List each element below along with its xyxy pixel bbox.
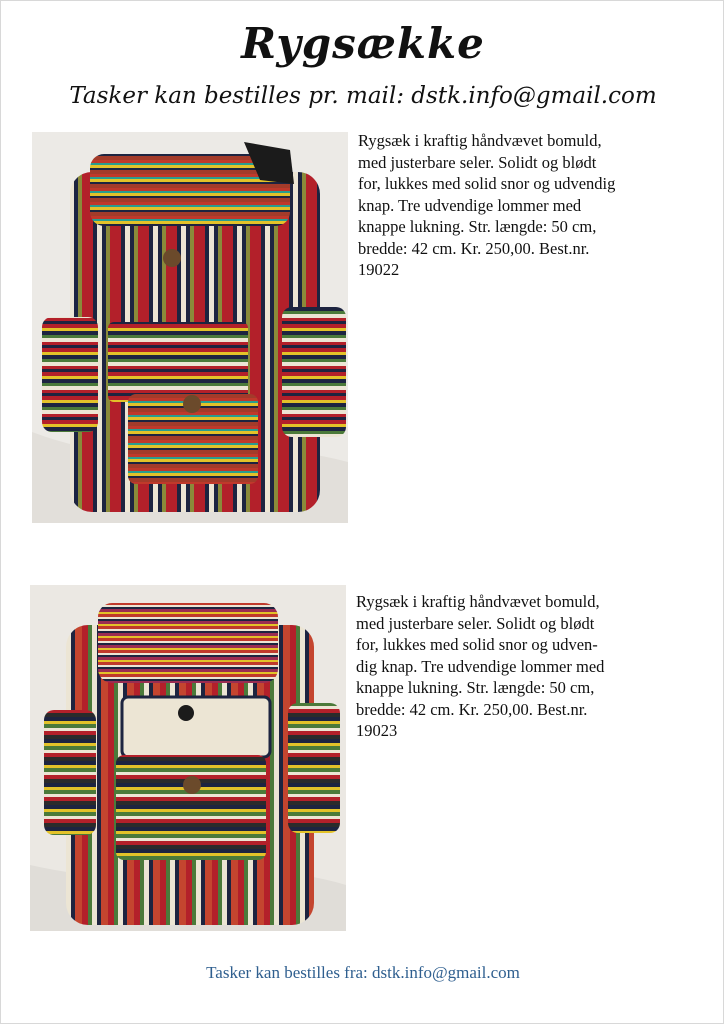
description-line: bredde: 42 cm. Kr. 250,00. Best.nr. [356, 699, 588, 719]
description-line: Rygsæk i kraftig håndvævet bomuld, [358, 131, 602, 150]
description-line: med justerbare seler. Solidt og blødt [358, 152, 597, 172]
description-line: knappe lukning. Str. længde: 50 cm, [356, 678, 595, 697]
product-photo-backpack-2 [30, 585, 346, 931]
description-line: for, lukkes med solid snor og udven- [356, 635, 598, 654]
description-line: 19022 [358, 260, 400, 279]
backpack-1-image [32, 132, 348, 523]
description-line: 19023 [356, 721, 398, 740]
backpack-2-image [30, 585, 346, 931]
product-description-19023 [356, 591, 676, 742]
description-line: bredde: 42 cm. Kr. 250,00. Best.nr. [358, 238, 590, 258]
description-line: for, lukkes med solid snor og udvendig [358, 174, 616, 193]
description-line: dig knap. Tre udvendige lommer med [356, 656, 605, 676]
order-info-subtitle: Tasker kan bestilles pr. mail: dstk.info@gmail.com [69, 83, 657, 109]
description-line: knap. Tre udvendige lommer med [358, 195, 582, 215]
description-line: med justerbare seler. Solidt og blødt [356, 613, 595, 633]
product-description-19022 [358, 130, 678, 281]
description-line: Rygsæk i kraftig håndvævet bomuld, [356, 592, 600, 611]
page-title: Rygsække [241, 19, 485, 68]
product-photo-backpack-1 [32, 132, 348, 523]
description-line: knappe lukning. Str. længde: 50 cm, [358, 217, 597, 236]
footer-order-info: Tasker kan bestilles fra: dstk.info@gmail.com [206, 963, 520, 982]
